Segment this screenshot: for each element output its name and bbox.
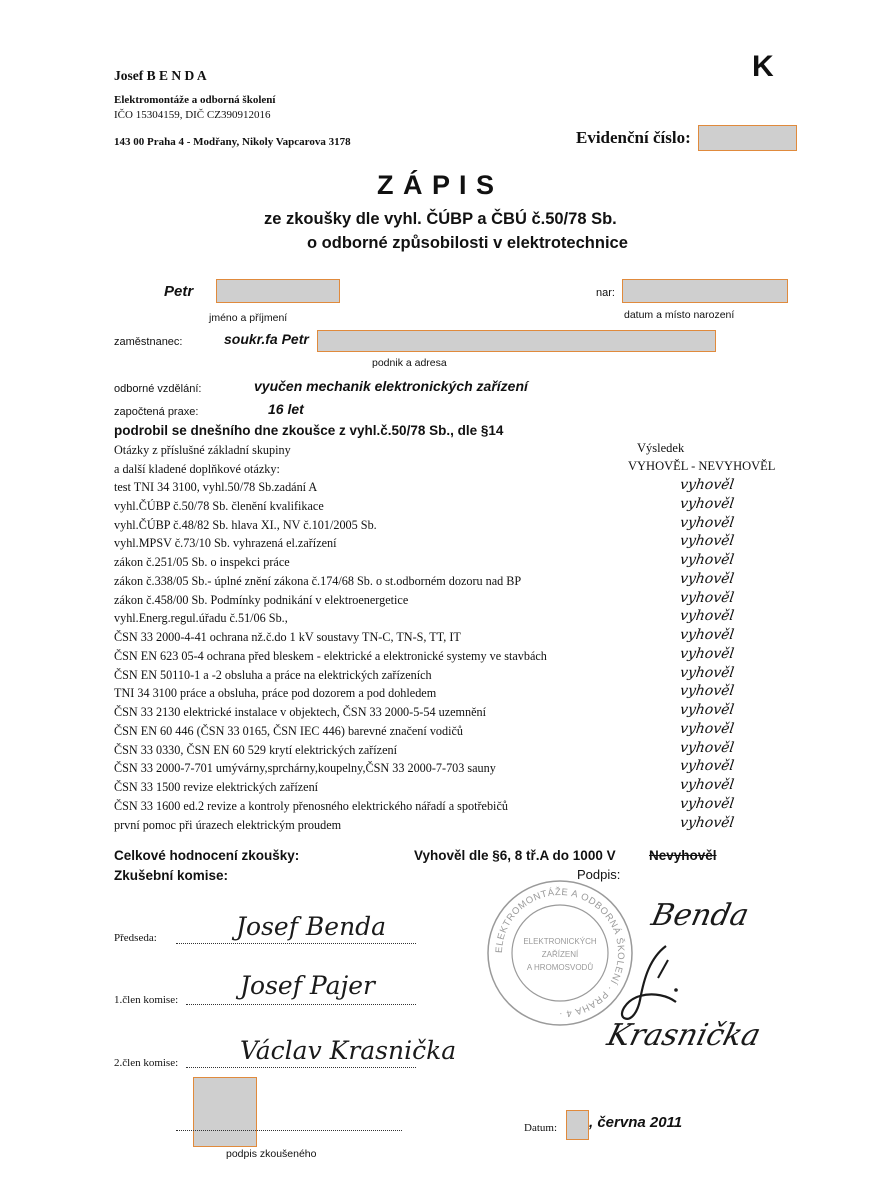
question-result-handwritten: vyhověl bbox=[678, 495, 736, 512]
questions-header-2: a další kladené doplňkové otázky: bbox=[114, 462, 280, 476]
question-result-handwritten: vyhověl bbox=[678, 533, 736, 550]
question-result-handwritten: vyhověl bbox=[678, 814, 736, 831]
question-result-handwritten: vyhověl bbox=[678, 514, 736, 531]
first-name: Petr bbox=[164, 283, 194, 300]
question-result-handwritten: vyhověl bbox=[678, 683, 736, 700]
overall-label: Celkové hodnocení zkoušky: bbox=[114, 848, 300, 863]
question-label: vyhl.MPSV č.73/10 Sb. vyhrazená el.zařízení bbox=[114, 536, 337, 551]
question-label: vyhl.ČÚBP č.50/78 Sb. členění kvalifikace bbox=[114, 498, 324, 513]
question-label: TNI 34 3100 práce a obsluha, práce pod dozorem a pod dohledem bbox=[114, 686, 437, 701]
stamp-outer-text: ELEKTROMONTÁŽE A ODBORNÁ ŠKOLENÍ · PRAHA 4 · bbox=[493, 886, 627, 1020]
chair-line bbox=[176, 943, 416, 944]
surname-redacted bbox=[216, 279, 340, 303]
company-address: 143 00 Praha 4 - Modřany, Nikoly Vapcarova 3178 bbox=[114, 136, 351, 148]
company-line1: Elektromontáže a odborná školení bbox=[114, 94, 276, 106]
evidence-label: Evidenční číslo: bbox=[576, 128, 691, 147]
employer-label: zaměstnanec: bbox=[114, 336, 183, 348]
chair-name-handwritten: Josef Benda bbox=[236, 912, 387, 941]
question-result-handwritten: vyhověl bbox=[678, 777, 736, 793]
exam-intro: podrobil se dnešního dne zkoušce z vyhl.č.50/78 Sb., dle §14 bbox=[114, 423, 504, 438]
question-result-handwritten: vyhověl bbox=[678, 795, 736, 812]
practice-value: 16 let bbox=[268, 401, 304, 417]
employer-caption: podnik a adresa bbox=[372, 357, 447, 369]
question-label: test TNI 34 3100, vyhl.50/78 Sb.zadání A bbox=[114, 480, 318, 494]
name-caption: jméno a příjmení bbox=[209, 312, 288, 324]
company-line2: IČO 15304159, DIČ CZ390912016 bbox=[114, 109, 271, 121]
signature-member2: Krasnička bbox=[603, 1018, 765, 1053]
member1-label: 1.člen komise: bbox=[114, 994, 179, 1006]
question-label: ČSN EN 623 05-4 ochrana před bleskem - elektrické a elektronické systemy ve stavbách bbox=[114, 648, 547, 663]
question-label: ČSN EN 50110-1 a -2 obsluha a práce na elektrických zařízeních bbox=[114, 667, 432, 682]
stamp-line-1: ELEKTRONICKÝCH bbox=[523, 937, 597, 946]
date-value: , června 2011 bbox=[589, 1114, 683, 1131]
question-result-handwritten: vyhověl bbox=[678, 758, 736, 775]
document-title: Z Á P I S bbox=[376, 170, 496, 200]
signature-member1 bbox=[610, 938, 690, 1028]
employer-value: soukr.fa Petr bbox=[224, 331, 309, 347]
document-subtitle-2: o odborné způsobilosti v elektrotechnice bbox=[307, 234, 628, 252]
commission-title: Zkušební komise: bbox=[114, 868, 229, 883]
member1-line bbox=[186, 1004, 416, 1005]
education-value: vyučen mechanik elektronických zařízení bbox=[254, 378, 528, 394]
question-label: vyhl.ČÚBP č.48/82 Sb. hlava XI., NV č.101/2005 Sb. bbox=[114, 517, 377, 532]
member2-name-handwritten: Václav Krasnička bbox=[240, 1036, 457, 1065]
examinee-line bbox=[176, 1130, 402, 1131]
question-label: ČSN EN 60 446 (ČSN 33 0165, ČSN IEC 446) barevné značení vodičů bbox=[114, 723, 463, 738]
question-result-handwritten: vyhověl bbox=[678, 589, 736, 606]
practice-label: započtená praxe: bbox=[114, 406, 199, 418]
chair-label: Předseda: bbox=[114, 932, 157, 944]
question-result-handwritten: vyhověl bbox=[678, 664, 736, 681]
signature-label: Podpis: bbox=[577, 867, 621, 882]
question-label: ČSN 33 0330, ČSN EN 60 529 krytí elektrických zařízení bbox=[114, 742, 397, 757]
evidence-number-redacted bbox=[698, 125, 797, 151]
overall-struck: Nevyhověl bbox=[649, 848, 717, 863]
question-label: zákon č.338/05 Sb.- úplné znění zákona č.174/68 Sb. o st.odborném dozoru nad BP bbox=[114, 573, 522, 588]
employer-redacted bbox=[317, 330, 716, 352]
examinee-caption: podpis zkoušeného bbox=[226, 1148, 317, 1160]
birth-redacted bbox=[622, 279, 788, 303]
question-label: ČSN 33 1500 revize elektrických zařízení bbox=[114, 780, 319, 794]
question-result-handwritten: vyhověl bbox=[678, 570, 736, 587]
question-label: zákon č.251/05 Sb. o inspekci práce bbox=[114, 555, 290, 569]
signature-chair: Benda bbox=[648, 898, 752, 933]
question-label: ČSN 33 1600 ed.2 revize a kontroly přenosného elektrického nářadí a spotřebičů bbox=[114, 798, 508, 813]
document-subtitle-1: ze zkoušky dle vyhl. ČÚBP a ČBÚ č.50/78 Sb. bbox=[264, 210, 617, 228]
education-label: odborné vzdělání: bbox=[114, 383, 202, 395]
born-caption: datum a místo narození bbox=[624, 309, 735, 321]
examinee-signature-redacted bbox=[193, 1077, 257, 1147]
stamp-line-3: A HROMOSVODŮ bbox=[526, 963, 594, 972]
question-result-handwritten: vyhověl bbox=[678, 739, 736, 756]
question-label: vyhl.Energ.regul.úřadu č.51/06 Sb., bbox=[114, 611, 288, 626]
question-result-handwritten: vyhověl bbox=[678, 477, 736, 493]
date-day-redacted bbox=[566, 1110, 589, 1140]
question-result-handwritten: vyhověl bbox=[678, 552, 736, 568]
company-name: Josef B E N D A bbox=[114, 68, 207, 83]
question-label: první pomoc při úrazech elektrickým proudem bbox=[114, 817, 342, 832]
member2-line bbox=[186, 1067, 416, 1068]
questions-header-1: Otázky z příslušné základní skupiny bbox=[114, 443, 291, 457]
question-result-handwritten: vyhověl bbox=[678, 627, 736, 643]
result-header-1: Výsledek bbox=[637, 441, 685, 455]
question-label: ČSN 33 2000-4-41 ochrana nž.č.do 1 kV soustavy TN-C, TN-S, TT, IT bbox=[114, 630, 461, 644]
question-label: zákon č.458/00 Sb. Podmínky podnikání v elektroenergetice bbox=[114, 592, 409, 607]
member1-name-handwritten: Josef Pajer bbox=[240, 971, 375, 1000]
question-label: ČSN 33 2000-7-701 umývárny,sprchárny,koupelny,ČSN 33 2000-7-703 sauny bbox=[114, 761, 496, 776]
corner-letter: K bbox=[752, 50, 774, 83]
question-result-handwritten: vyhověl bbox=[678, 702, 736, 718]
question-label: ČSN 33 2130 elektrické instalace v objektech, ČSN 33 2000-5-54 uzemnění bbox=[114, 705, 486, 719]
result-header-2: VYHOVĚL - NEVYHOVĚL bbox=[628, 459, 776, 473]
member2-label: 2.člen komise: bbox=[114, 1057, 179, 1069]
question-result-handwritten: vyhověl bbox=[678, 608, 736, 625]
born-label: nar: bbox=[596, 287, 615, 299]
date-label: Datum: bbox=[524, 1122, 557, 1134]
question-result-handwritten: vyhověl bbox=[678, 645, 736, 662]
overall-value: Vyhověl dle §6, 8 tř.A do 1000 V bbox=[414, 848, 616, 863]
stamp-line-2: ZAŘÍZENÍ bbox=[541, 950, 579, 959]
question-result-handwritten: vyhověl bbox=[678, 720, 736, 737]
